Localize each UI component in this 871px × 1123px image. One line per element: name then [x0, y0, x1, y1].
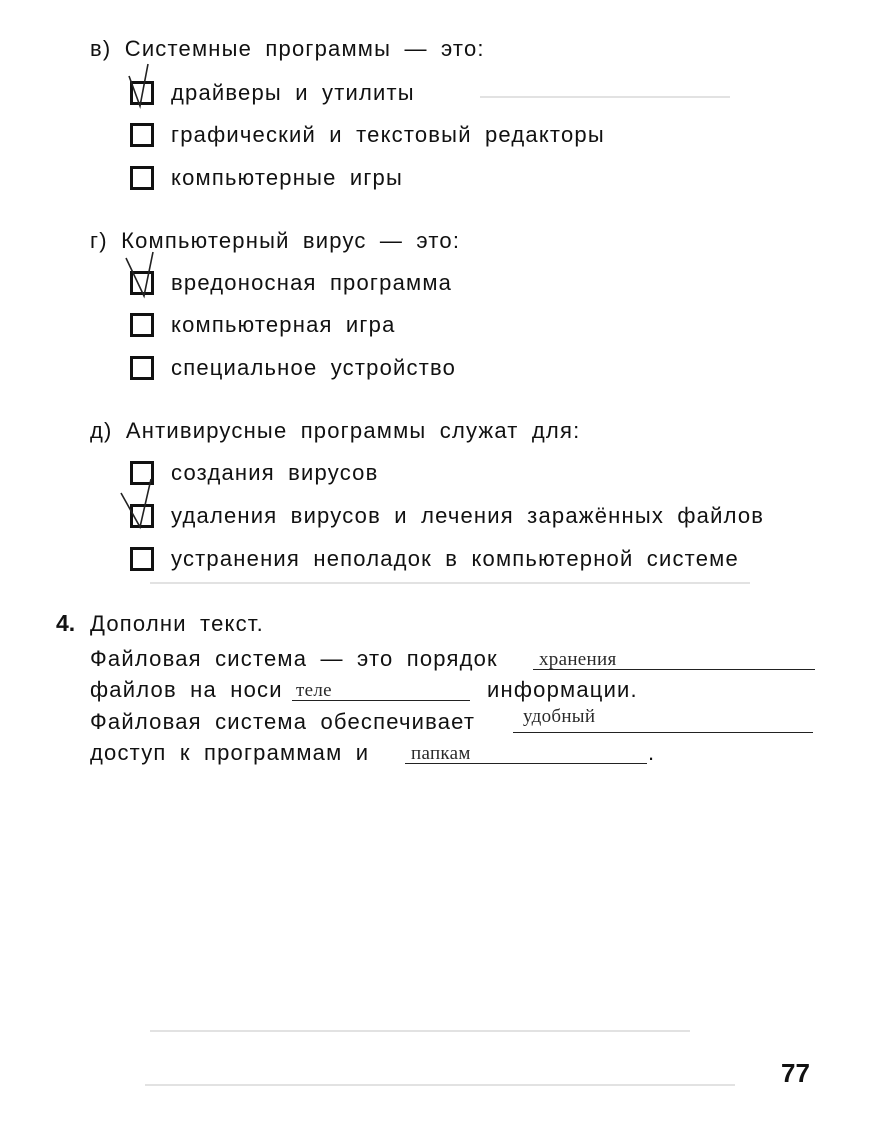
- option-g-game[interactable]: [130, 312, 396, 338]
- task-line-2-text: файлов на носи: [90, 677, 283, 702]
- question-g-title: г) Компьютерный вирус — это:: [90, 228, 461, 253]
- scan-artifact: [150, 582, 750, 584]
- option-label: устранения неполадок в компьютерной системе: [171, 546, 739, 571]
- handwritten-check-mark-icon: [125, 58, 165, 118]
- checkbox[interactable]: [130, 123, 154, 147]
- question-d-title: д) Антивирусные программы служат для:: [90, 418, 581, 443]
- checkbox[interactable]: [130, 166, 154, 190]
- question-v-title: в) Системные программы — это:: [90, 36, 485, 61]
- checkbox[interactable]: [130, 547, 154, 571]
- option-g-device[interactable]: [130, 355, 456, 381]
- checkbox[interactable]: [130, 356, 154, 380]
- handwritten-answer: удобный: [523, 706, 596, 727]
- scan-artifact: [145, 1084, 735, 1086]
- scan-artifact: [150, 1030, 690, 1032]
- answer-blank-folders[interactable]: [405, 739, 647, 764]
- task-number: 4.: [56, 610, 76, 636]
- option-g-malware[interactable]: [130, 270, 452, 296]
- option-v-editors[interactable]: [130, 122, 605, 148]
- handwritten-answer: папкам: [411, 743, 471, 764]
- option-label: драйверы и утилиты: [171, 80, 415, 105]
- handwritten-check-mark-icon: [125, 481, 165, 541]
- answer-blank-storage[interactable]: [533, 645, 815, 670]
- option-label: вредоносная программа: [171, 270, 453, 295]
- answer-blank-convenient[interactable]: [513, 708, 813, 733]
- option-label: создания вирусов: [171, 460, 379, 485]
- scan-artifact: [480, 96, 730, 98]
- task-line-4-period: .: [648, 740, 656, 765]
- checkbox-checked[interactable]: [130, 504, 154, 528]
- checkbox[interactable]: [130, 313, 154, 337]
- handwritten-answer: хранения: [539, 649, 617, 670]
- task-line-1-text: Файловая система — это порядок: [90, 646, 498, 671]
- handwritten-answer: теле: [296, 680, 332, 701]
- option-d-create-viruses[interactable]: [130, 460, 378, 486]
- option-d-fix-problems[interactable]: [130, 546, 739, 572]
- option-v-games[interactable]: [130, 165, 403, 191]
- handwritten-check-mark-icon: [125, 248, 165, 308]
- page-number: 77: [781, 1058, 810, 1088]
- task-line-3-text: Файловая система обеспечивает: [90, 709, 476, 734]
- option-label: специальное устройство: [171, 355, 457, 380]
- checkbox-checked[interactable]: [130, 81, 154, 105]
- checkbox-checked[interactable]: [130, 271, 154, 295]
- option-v-drivers[interactable]: [130, 80, 415, 106]
- answer-blank-carrier[interactable]: [292, 676, 470, 701]
- option-label: графический и текстовый редакторы: [171, 122, 605, 147]
- task-line-2-end: информации.: [487, 677, 638, 702]
- task-heading: Дополни текст.: [90, 611, 264, 636]
- option-label: компьютерная игра: [171, 312, 396, 337]
- option-label: компьютерные игры: [171, 165, 403, 190]
- task-line-4-text: доступ к программам и: [90, 740, 370, 765]
- option-d-remove-viruses[interactable]: [130, 503, 764, 529]
- option-label: удаления вирусов и лечения заражённых файлов: [171, 503, 765, 528]
